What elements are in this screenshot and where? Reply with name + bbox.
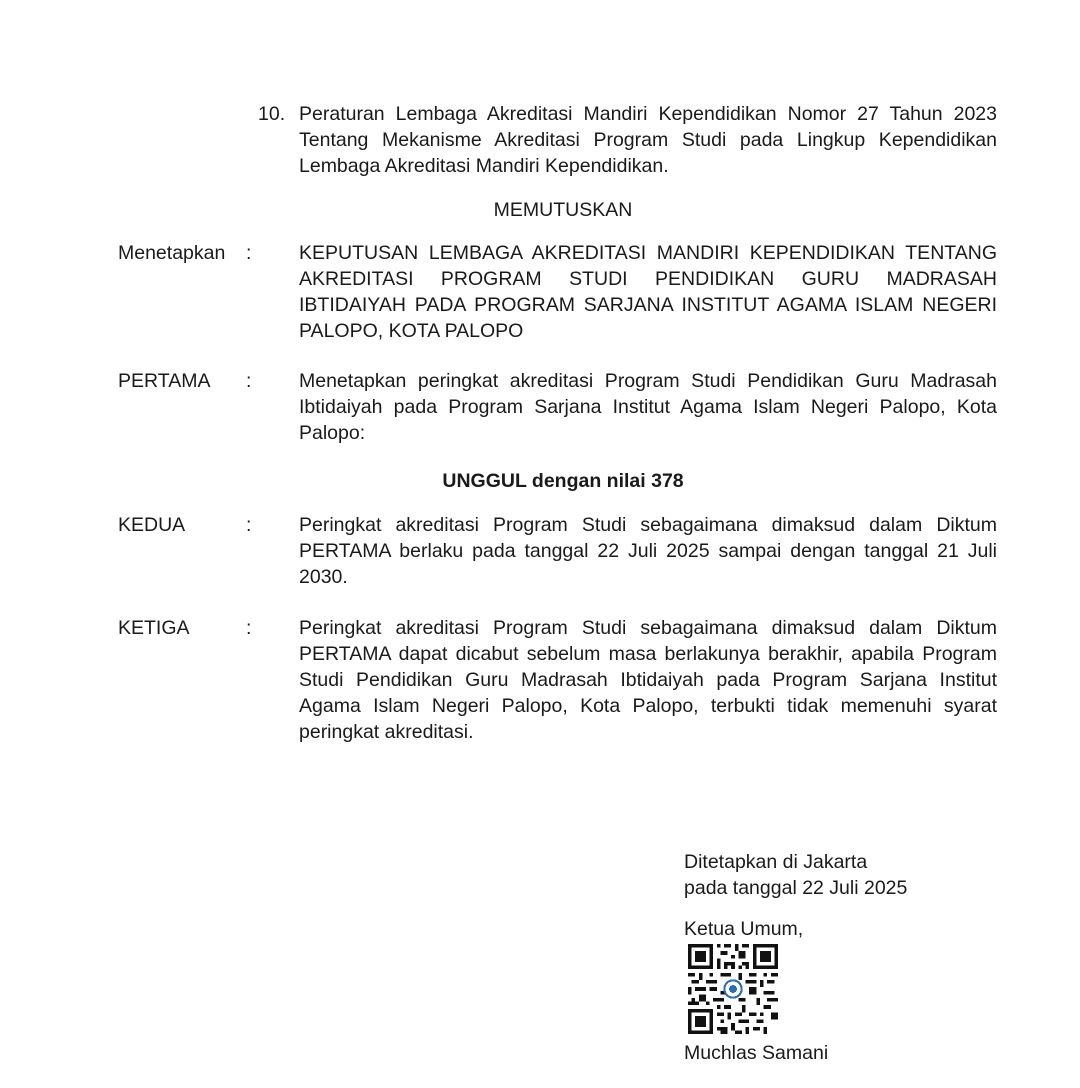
signing-date: pada tanggal 22 Juli 2025 [684, 877, 908, 899]
menetapkan-colon: : [246, 242, 252, 264]
list-item-text: Peraturan Lembaga Akreditasi Mandiri Kependidikan Nomor 27 Tahun 2023 Tentang Mekanisme Akreditasi Program Studi pada Lingkup Kependidikan Lembaga Akreditasi Mandiri Kependidikan. [299, 103, 997, 177]
pertama-colon: : [246, 370, 252, 392]
ketiga-label: KETIGA [118, 617, 190, 639]
signing-place: Ditetapkan di Jakarta [684, 851, 868, 873]
kedua-colon: : [246, 514, 252, 536]
pertama-text: Menetapkan peringkat akreditasi Program Studi Pendidikan Guru Madrasah Ibtidaiyah pada Program Sarjana Institut Agama Islam Negeri Palopo, Kota Palopo: [299, 370, 997, 444]
qr-code-icon [688, 944, 778, 1034]
decision-heading: MEMUTUSKAN [493, 199, 633, 221]
signer-title: Ketua Umum, [684, 918, 804, 940]
kedua-text: Peringkat akreditasi Program Studi sebagaimana dimaksud dalam Diktum PERTAMA berlaku pada tanggal 22 Juli 2025 sampai dengan tanggal 21 Juli 2030. [299, 514, 997, 588]
list-number: 10. [258, 103, 286, 125]
menetapkan-text: KEPUTUSAN LEMBAGA AKREDITASI MANDIRI KEPENDIDIKAN TENTANG AKREDITASI PROGRAM STUDI PENDIDIKAN GURU MADRASAH IBTIDAIYAH PADA PROGRAM SARJANA INSTITUT AGAMA ISLAM NEGERI PALOPO, KOTA PALOPO [299, 242, 997, 342]
ketiga-text: Peringkat akreditasi Program Studi sebagaimana dimaksud dalam Diktum PERTAMA dapat dicabut sebelum masa berlakunya berakhir, apabila Program Studi Pendidikan Guru Madrasah Ibtidaiyah pada Program Sarjana Institut Agama Islam Negeri Palopo, Kota Palopo, terbukti tidak memenuhi syarat peringkat akreditasi. [299, 617, 997, 743]
pertama-label: PERTAMA [118, 370, 211, 392]
ketiga-colon: : [246, 617, 252, 639]
signer-name: Muchlas Samani [684, 1042, 829, 1064]
menetapkan-label: Menetapkan [118, 242, 226, 264]
kedua-label: KEDUA [118, 514, 186, 536]
accreditation-result: UNGGUL dengan nilai 378 [442, 470, 684, 492]
